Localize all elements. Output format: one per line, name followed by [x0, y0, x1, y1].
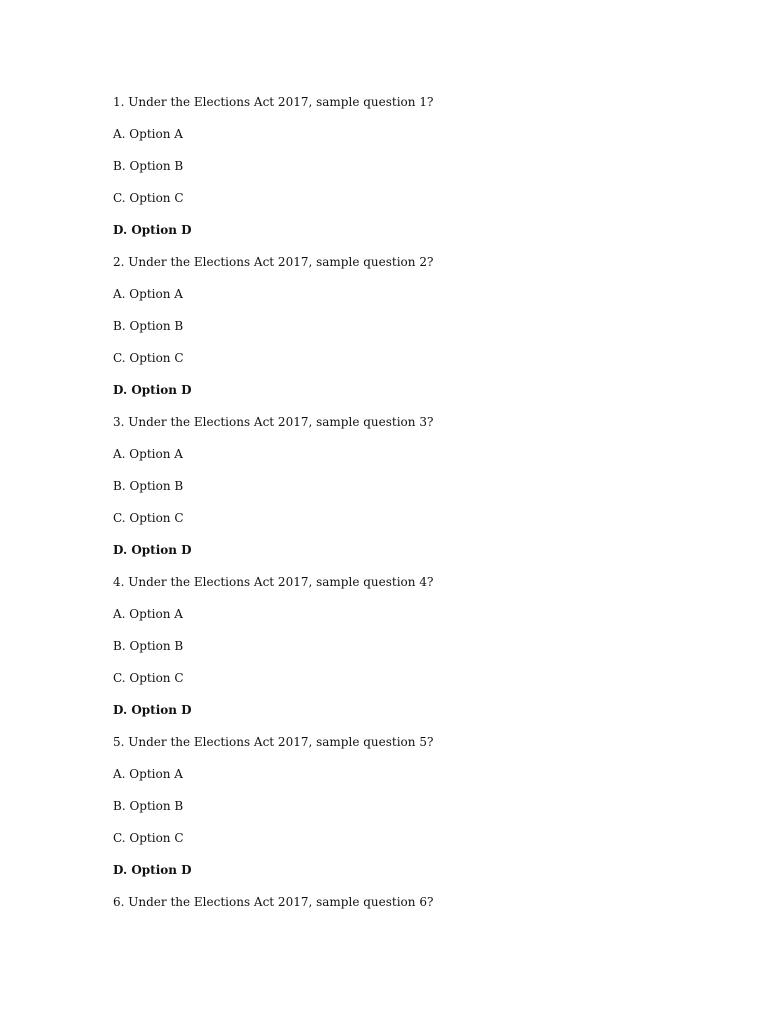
option-b: B. Option B [113, 799, 184, 813]
option-a: A. Option A [113, 767, 183, 781]
option-b: B. Option B [113, 639, 184, 653]
option-b: B. Option B [113, 159, 184, 173]
option-c: C. Option C [113, 511, 184, 525]
option-d-answer: D. Option D [113, 543, 192, 557]
option-a: A. Option A [113, 127, 183, 141]
question-text: 3. Under the Elections Act 2017, sample question 3? [113, 415, 434, 429]
option-a: A. Option A [113, 287, 183, 301]
option-d-answer: D. Option D [113, 383, 192, 397]
question-text: 1. Under the Elections Act 2017, sample question 1? [113, 95, 434, 109]
option-b: B. Option B [113, 319, 184, 333]
option-a: A. Option A [113, 607, 183, 621]
option-c: C. Option C [113, 831, 184, 845]
option-d-answer: D. Option D [113, 223, 192, 237]
document-page [113, 93, 728, 925]
option-c: C. Option C [113, 671, 184, 685]
option-c: C. Option C [113, 351, 184, 365]
option-b: B. Option B [113, 479, 184, 493]
question-text: 4. Under the Elections Act 2017, sample question 4? [113, 575, 434, 589]
question-text: 6. Under the Elections Act 2017, sample question 6? [113, 895, 434, 909]
option-d-answer: D. Option D [113, 863, 192, 877]
option-c: C. Option C [113, 191, 184, 205]
question-text: 5. Under the Elections Act 2017, sample question 5? [113, 735, 434, 749]
option-a: A. Option A [113, 447, 183, 461]
option-d-answer: D. Option D [113, 703, 192, 717]
question-text: 2. Under the Elections Act 2017, sample question 2? [113, 255, 434, 269]
